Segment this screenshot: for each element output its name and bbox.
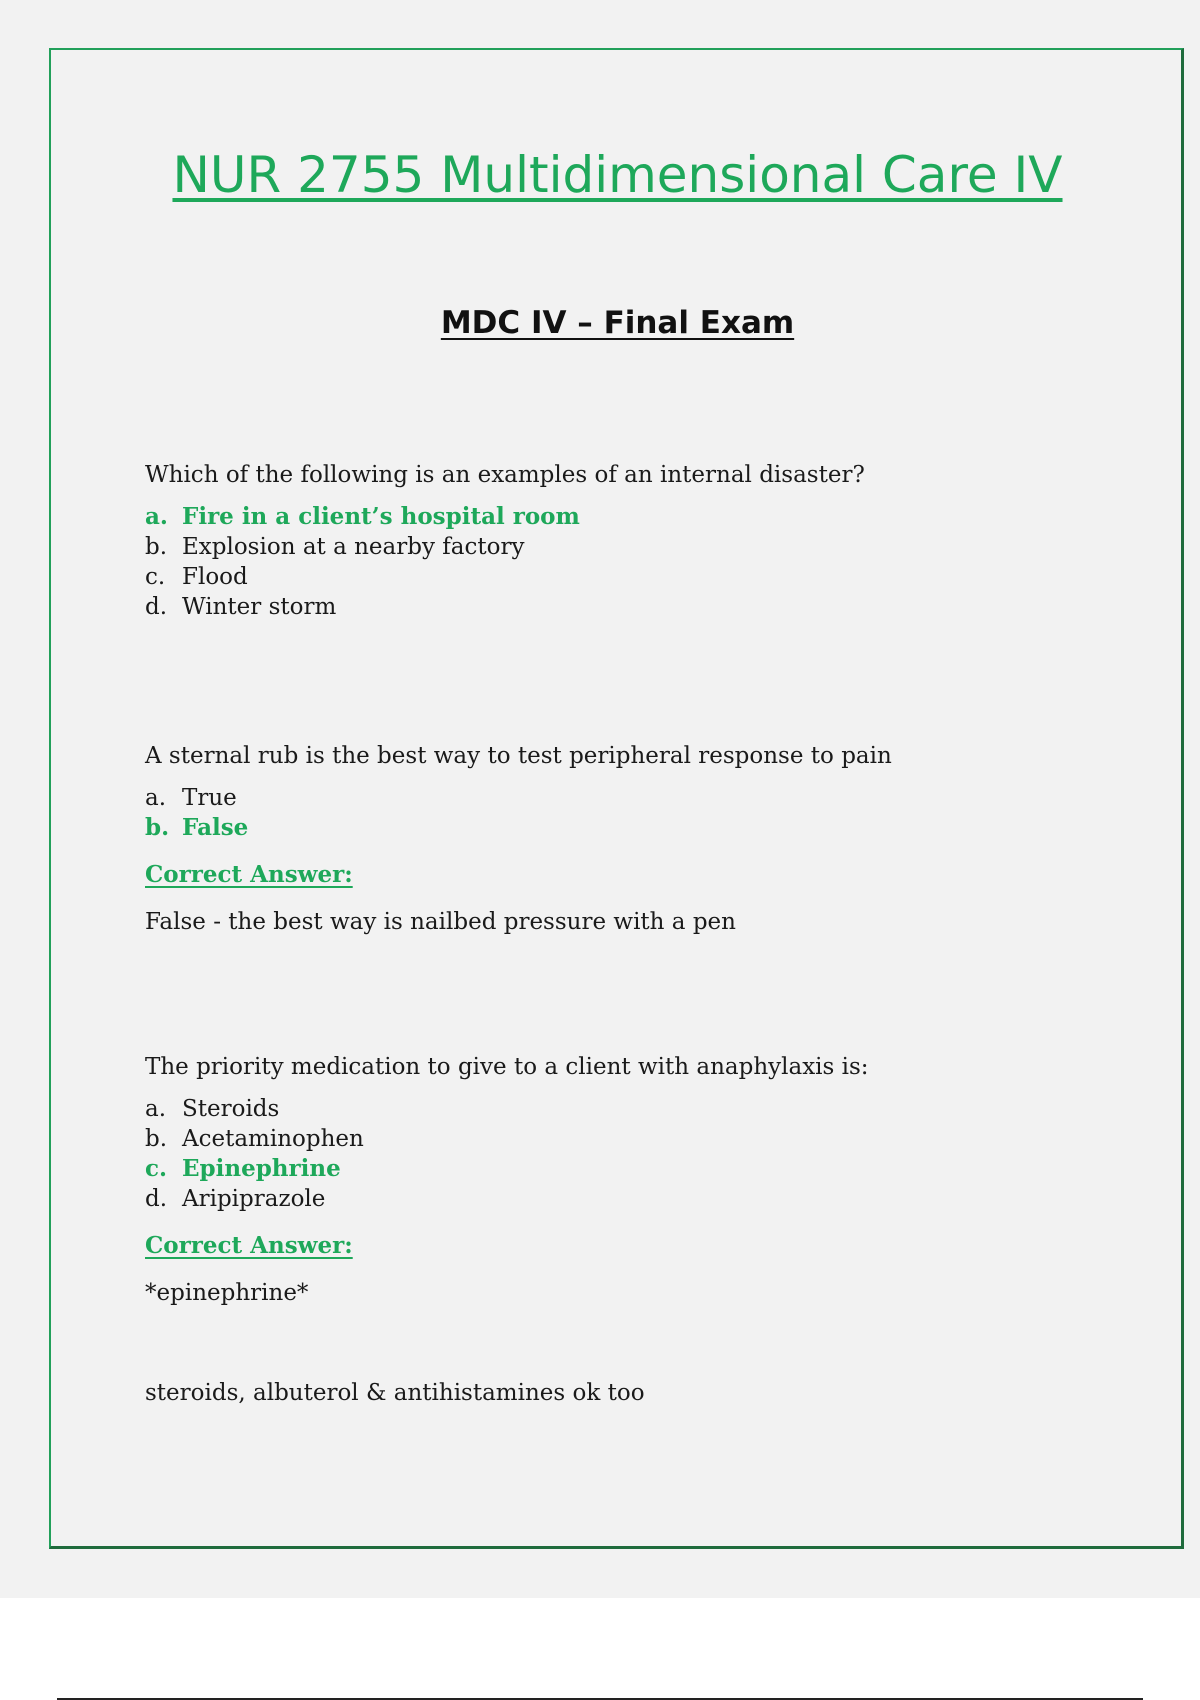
option-text: True [182,785,237,811]
option-list [145,502,1145,622]
question-text: A sternal rub is the best way to test peripheral response to pain [145,743,892,769]
option-letter: a. [145,785,167,811]
option-text: Acetaminophen [182,1126,364,1152]
option-a-correct [145,502,1145,532]
option-text: Aripiprazole [182,1186,326,1212]
option-letter: a. [145,503,168,530]
option-c-correct [145,1154,1145,1184]
document-title-text: NUR 2755 Multidimensional Care IV [172,146,1063,204]
option-letter: b. [145,814,170,841]
option-c [145,562,1145,592]
correct-answer-text: *epinephrine* [145,1280,309,1306]
option-text: False [182,814,249,841]
option-text: Explosion at a nearby factory [182,534,525,560]
option-letter: b. [145,534,168,560]
option-text: Winter storm [182,594,337,620]
option-text: Steroids [182,1096,280,1122]
option-text: Epinephrine [182,1155,341,1182]
question-2 [145,741,1145,937]
correct-answer-label: Correct Answer: [145,1232,353,1259]
option-b [145,1124,1145,1154]
answer-extra-note: steroids, albuterol & antihistamines ok too [145,1380,645,1406]
question-text: The priority medication to give to a client with anaphylaxis is: [145,1054,869,1080]
question-text: Which of the following is an examples of an internal disaster? [145,462,865,488]
option-letter: a. [145,1096,167,1122]
option-a [145,1094,1145,1124]
option-b [145,532,1145,562]
document-title [0,140,1200,210]
option-b-correct [145,813,1145,843]
option-d [145,1184,1145,1214]
option-list [145,1094,1145,1214]
option-text: Fire in a client’s hospital room [182,503,580,530]
correct-answer-text: False - the best way is nailbed pressure with a pen [145,909,736,935]
option-letter: c. [145,1155,168,1182]
correct-answer-label: Correct Answer: [145,861,353,888]
option-letter: b. [145,1126,168,1152]
document-subtitle-text: MDC IV – Final Exam [440,305,795,341]
option-d [145,592,1145,622]
option-text: Flood [182,564,248,590]
option-list [145,783,1145,843]
option-letter: c. [145,564,166,590]
option-letter: d. [145,1186,168,1212]
document-subtitle [0,303,1200,343]
question-3 [145,1052,1145,1308]
option-a [145,783,1145,813]
question-1 [145,460,1145,622]
option-letter: d. [145,594,168,620]
